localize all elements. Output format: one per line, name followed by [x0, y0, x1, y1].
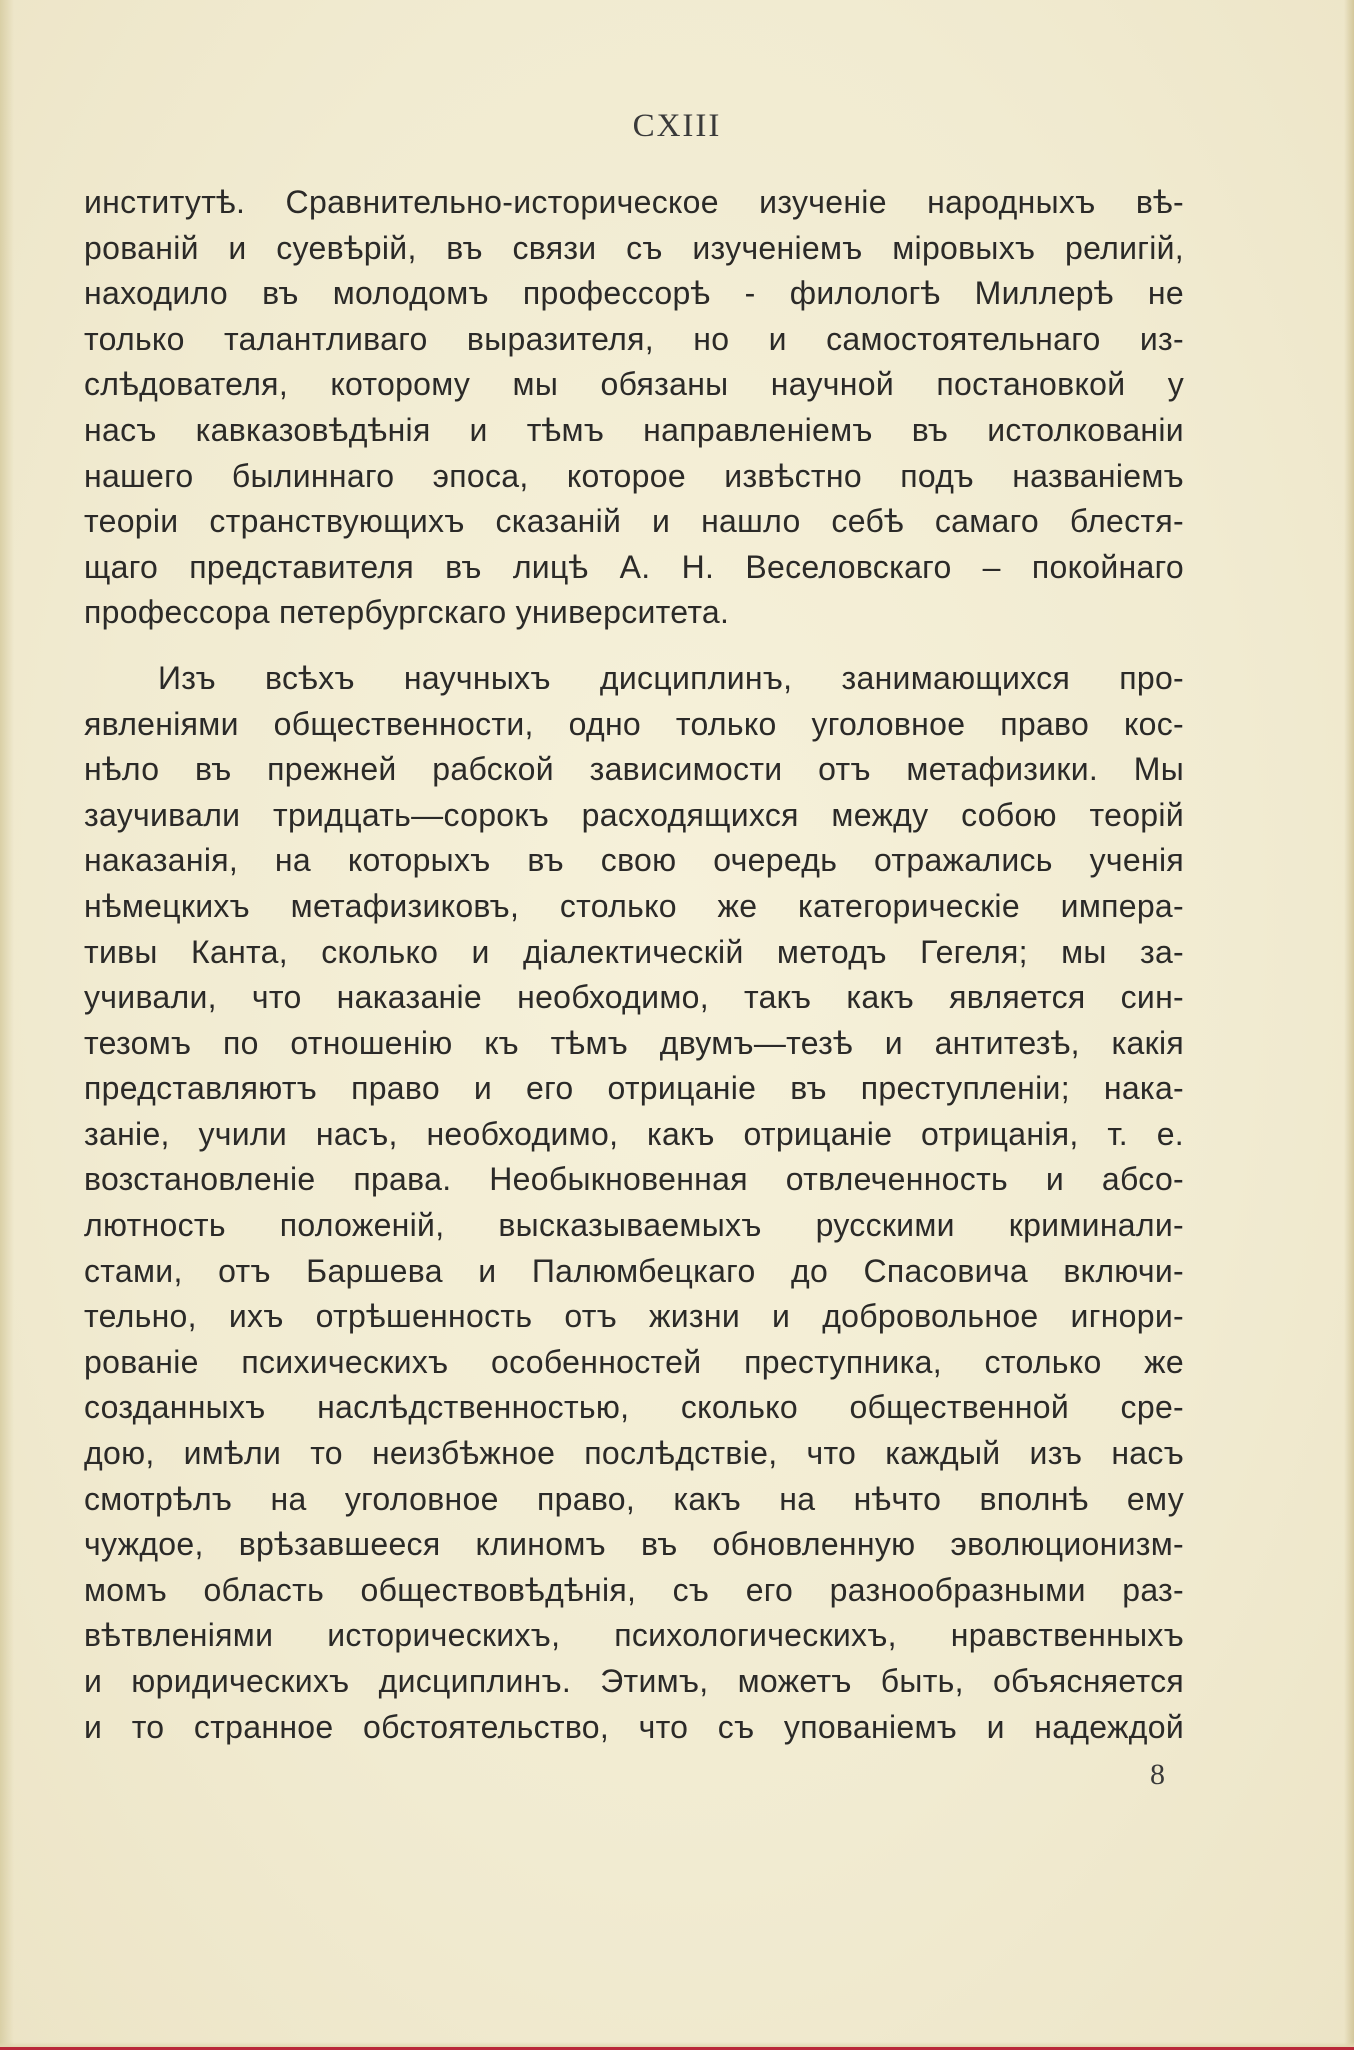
signature-mark: 8 — [1150, 1758, 1165, 1791]
text-line: дою, имѣли то неизбѣжное послѣдствіе, что каждый изъ насъ — [84, 1435, 1184, 1472]
text-line: заніе, учили насъ, необходимо, какъ отрицаніе отрицанія, т. е. — [84, 1115, 1184, 1152]
text-line: тезомъ по отношенію къ тѣмъ двумъ—тезѣ и антитезѣ, какія — [84, 1024, 1184, 1061]
text-line: насъ кавказовѣдѣнія и тѣмъ направленіемъ въ истолкованіи — [84, 411, 1184, 448]
text-line: щаго представителя въ лицѣ А. Н. Веселовскаго – покойнаго — [84, 548, 1184, 585]
text-line: нашего былиннаго эпоса, которое извѣстно подъ названіемъ — [84, 457, 1184, 494]
text-line: лютность положеній, высказываемыхъ русскими криминали- — [84, 1207, 1184, 1244]
text-line: вѣтвленіями историческихъ, психологическихъ, нравственныхъ — [84, 1617, 1184, 1654]
text-line: стами, отъ Баршева и Палюмбецкаго до Спасовича включи- — [84, 1252, 1184, 1289]
text-line: рованій и суевѣрій, въ связи съ изученіемъ міровыхъ религій, — [84, 229, 1184, 266]
text-line: явленіями общественности, одно только уголовное право кос- — [84, 705, 1184, 742]
paragraph-gap — [84, 636, 1184, 656]
text-line: учивали, что наказаніе необходимо, такъ какъ является син- — [84, 979, 1184, 1016]
text-line: тивы Канта, сколько и діалектическій методъ Гегеля; мы за- — [84, 933, 1184, 970]
text-line: момъ область обществовѣдѣнія, съ его разнообразными раз- — [84, 1571, 1184, 1608]
text-line: наказанія, на которыхъ въ свою очередь отражались ученія — [84, 842, 1184, 879]
text-line: нѣло въ прежней рабской зависимости отъ метафизики. Мы — [84, 751, 1184, 788]
text-line: заучивали тридцать—сорокъ расходящихся между собою теорій — [84, 796, 1184, 833]
page-bottom-edge — [0, 2042, 1354, 2050]
text-line: рованіе психическихъ особенностей преступника, столько же — [84, 1343, 1184, 1380]
page-left-edge — [0, 0, 14, 2050]
text-line: профессора петербургскаго университета. — [84, 594, 730, 631]
text-line: и юридическихъ дисциплинъ. Этимъ, можетъ быть, объясняется — [84, 1663, 1184, 1699]
page-header-roman-numeral: CXIII — [632, 108, 722, 144]
text-line: институтѣ. Сравнительно-историческое изученіе народныхъ вѣ- — [84, 184, 1184, 220]
text-line: чуждое, врѣзавшееся клиномъ въ обновленную эволюционизм- — [84, 1526, 1184, 1563]
text-line: представляютъ право и его отрицаніе въ преступленіи; нака- — [84, 1070, 1184, 1107]
paragraph-1 — [84, 180, 1184, 636]
text-line: тельно, ихъ отрѣшенность отъ жизни и добровольное игнори- — [84, 1298, 1184, 1335]
text-line: и то странное обстоятельство, что съ упованіемъ и надеждой — [84, 1708, 1184, 1745]
text-line: слѣдователя, которому мы обязаны научной постановкой у — [84, 366, 1184, 403]
text-line: теоріи странствующихъ сказаній и нашло себѣ самаго блестя- — [84, 503, 1184, 540]
paragraph-2 — [84, 656, 1184, 1750]
text-line: Изъ всѣхъ научныхъ дисциплинъ, занимающихся про- — [158, 659, 1184, 696]
text-line: нѣмецкихъ метафизиковъ, столько же категорическіе импера- — [84, 887, 1184, 924]
text-line: созданныхъ наслѣдственностью, сколько общественной сре- — [84, 1389, 1184, 1426]
text-line: только талантливаго выразителя, но и самостоятельнаго из- — [84, 320, 1184, 357]
text-line: смотрѣлъ на уголовное право, какъ на нѣчто вполнѣ ему — [84, 1480, 1184, 1517]
body-text — [84, 180, 1184, 1750]
text-line: находило въ молодомъ профессорѣ - филологѣ Миллерѣ не — [84, 275, 1184, 312]
page-right-edge — [1344, 0, 1354, 2050]
text-line: возстановленіе права. Необыкновенная отвлеченность и абсо- — [84, 1161, 1184, 1198]
